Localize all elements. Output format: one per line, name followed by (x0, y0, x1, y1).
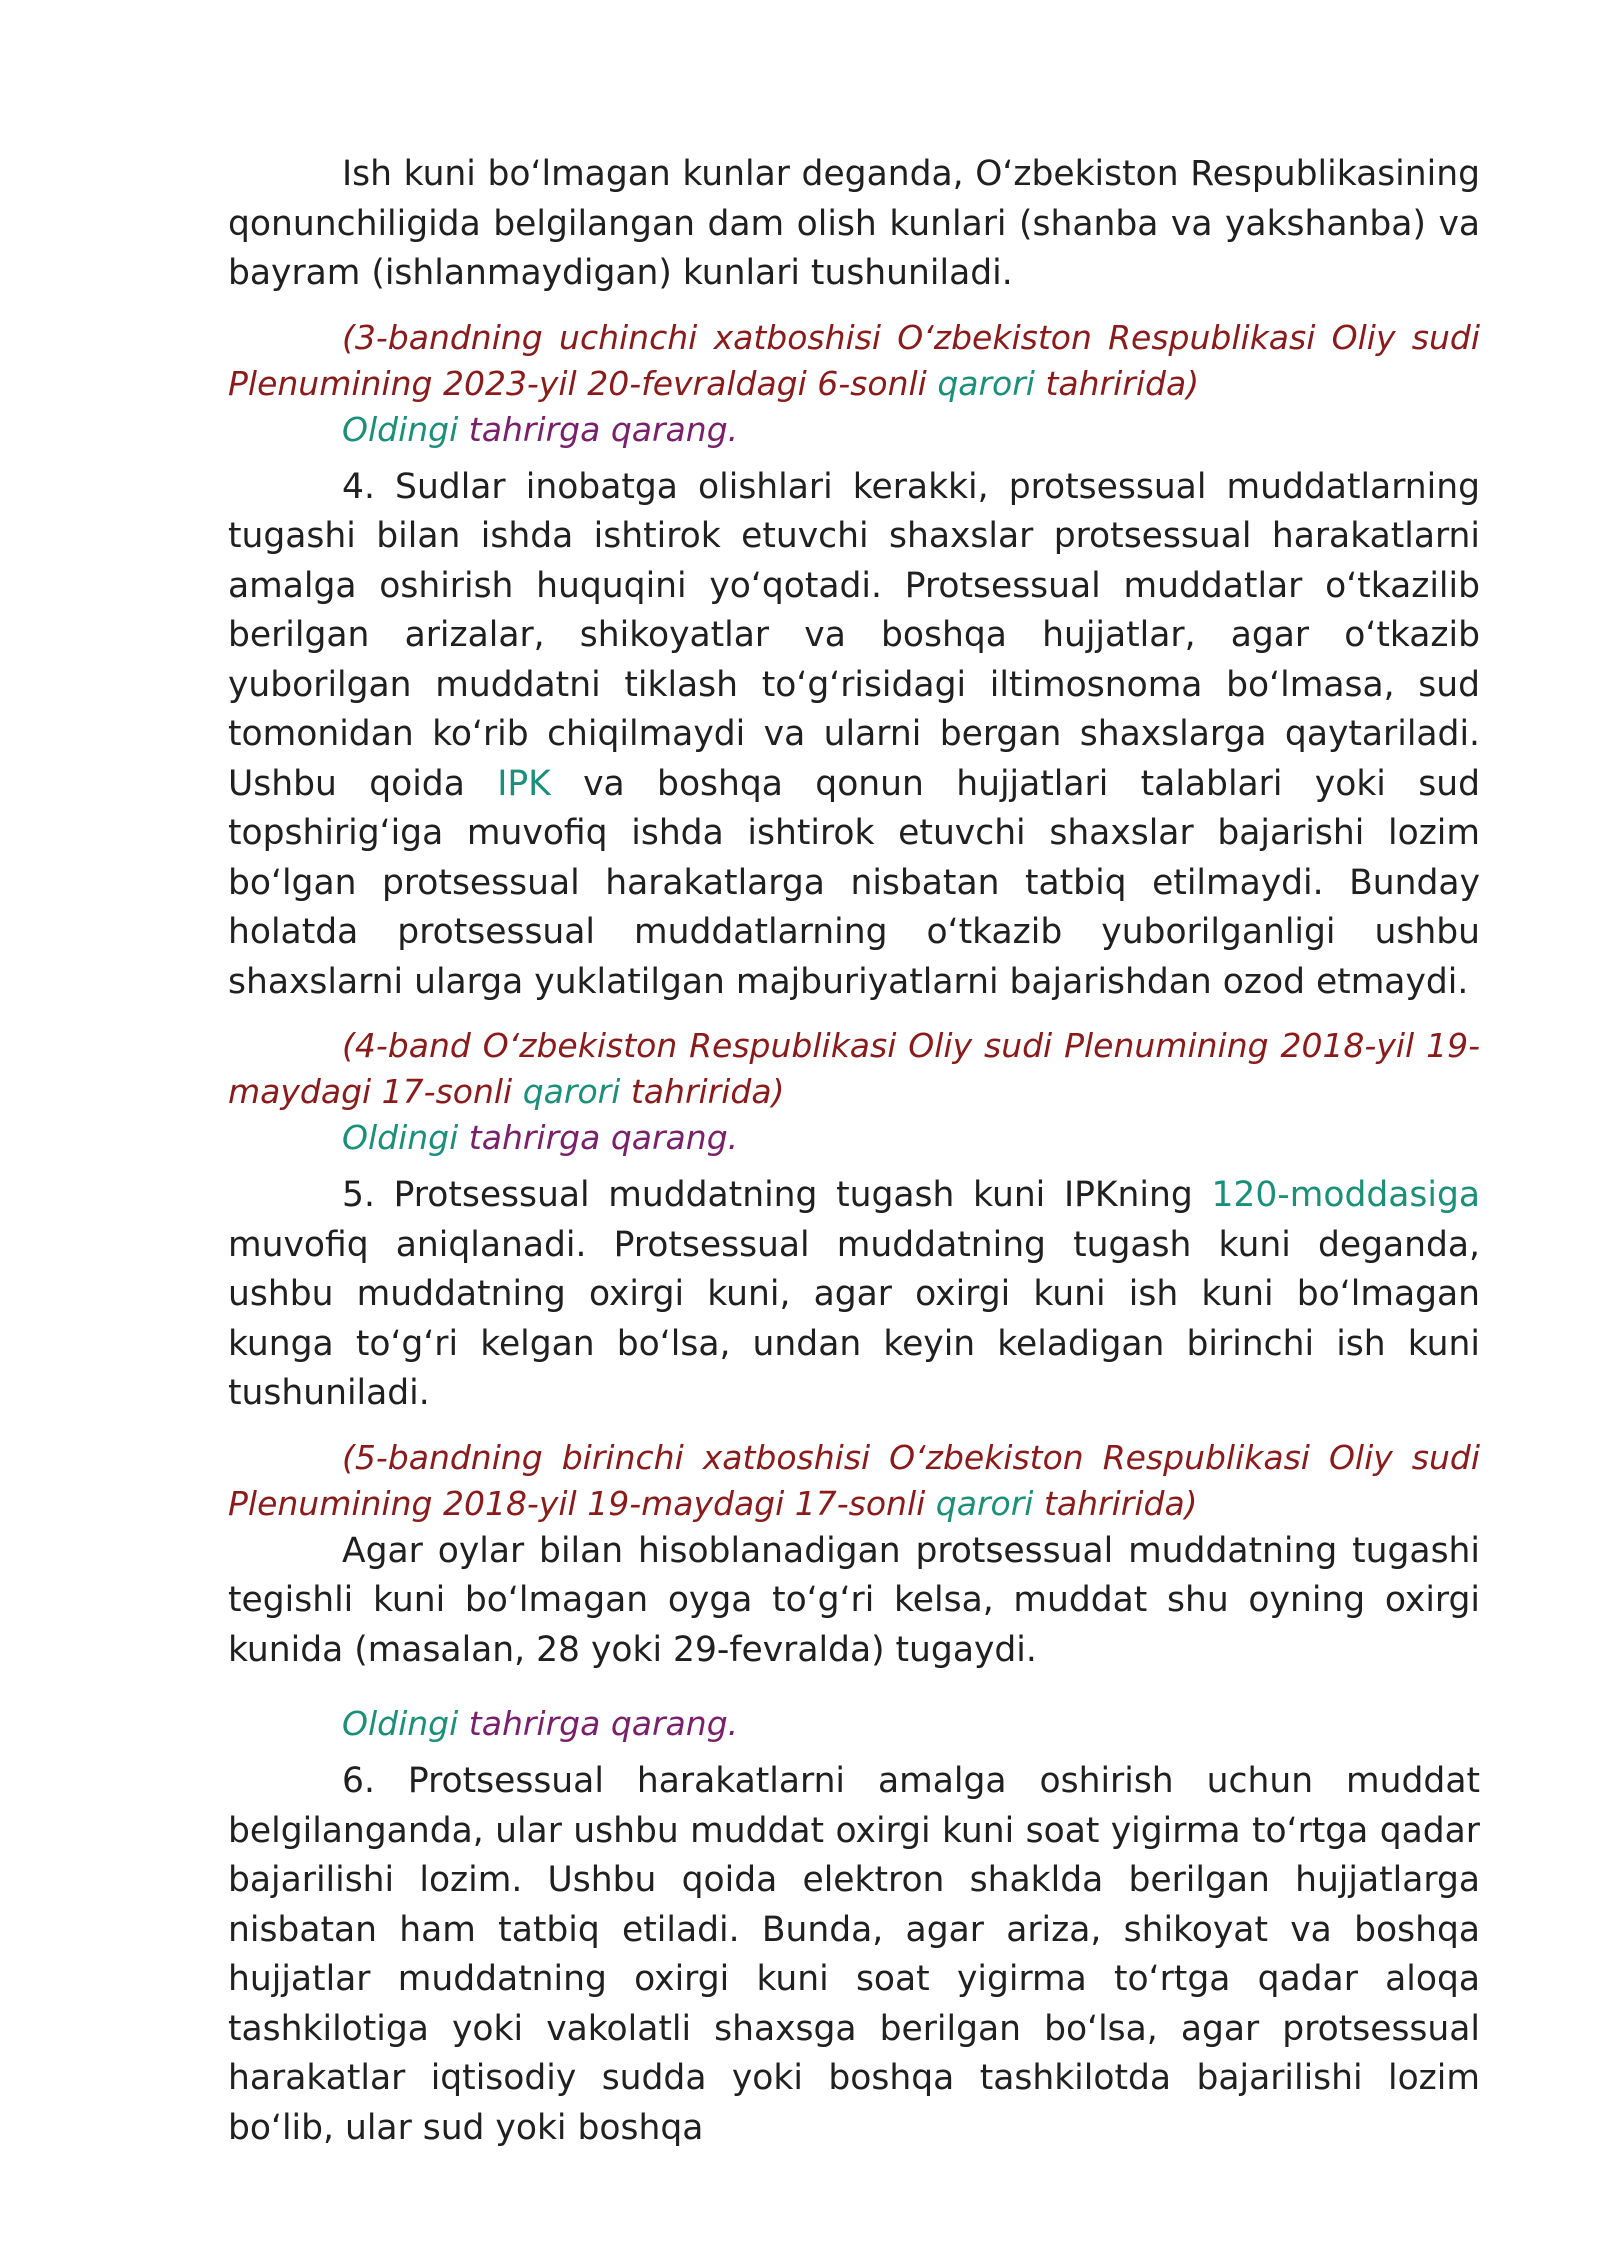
paragraph-4-text-end: va boshqa qonun hujjatlari talablari yoki sud topshirig‘iga muvofiq ishda ishtirok etuvchi shaxslar bajarishi lozim bo‘lgan protsessual harakatlarga nisbatan tatbiq etilmaydi. Bunday holatda protsessual muddatlarning o‘tkazib yuborilganligi ushbu shaxslarni ularga yuklatilgan majburiyatlarni bajarishdan ozod etmaydi. (228, 763, 1480, 1002)
paragraph-5-text: 5. Protsessual muddatning tugash kuni IPKning (342, 1175, 1212, 1215)
note-text: (5-bandning birinchi xatboshisi O‘zbekiston Respublikasi Oliy sudi Plenumining 2018-yil 19-maydagi 17-sonli (228, 1437, 1480, 1523)
previous-edition-link[interactable]: Oldingi (342, 1118, 459, 1157)
article-120-link[interactable]: 120-moddasiga (1211, 1175, 1480, 1215)
qaror-link[interactable]: qarori (937, 363, 1035, 403)
qaror-link[interactable]: qarori (935, 1483, 1034, 1523)
paragraph-5-second: Agar oylar bilan hisoblanadigan protsessual muddatning tugashi tegishli kuni bo‘lmagan oyga to‘g‘ri kelsa, muddat shu oyning oxirgi kunida (masalan, 28 yoki 29-fevralda) tugaydi. (228, 1530, 1480, 1670)
paragraph-6: 6. Protsessual harakatlarni amalga oshirish uchun muddat belgilanganda, ular ushbu muddat oxirgi kuni soat yigirma to‘rtga qadar bajarilishi lozim. Ushbu qoida elektron shaklda berilgan hujjatlarga nisbatan ham tatbiq etiladi. Bunda, agar ariza, shikoyat va boshqa hujjatlar muddatning oxirgi kuni soat yigirma to‘rtga qadar aloqa tashkilotiga yoki vakolatli shaxsga berilgan bo‘lsa, agar protsessual harakatlar iqtisodiy sudda yoki boshqa tashkilotda bajarilishi lozim bo‘lib, ular sud yoki boshqa (228, 1761, 1480, 2148)
note-text: (4-band O‘zbekiston Respublikasi Oliy sudi Plenumining 2018-yil 19-maydagi 17-sonli (228, 1026, 1480, 1111)
previous-edition-text: tahrirga qarang. (458, 409, 739, 449)
qaror-link[interactable]: qarori (522, 1072, 621, 1111)
previous-edition-link[interactable]: Oldingi (342, 409, 459, 449)
paragraph-4-text: 4. Sudlar inobatga olishlari kerakki, protsessual muddatlarning tugashi bilan ishda ishtirok etuvchi shaxslar protsessual harakatlarni amalga oshirish huquqini yo‘qotadi. Protsessual muddatlar o‘tkazilib berilgan arizalar, shikoyatlar va boshqa hujjatlar, agar o‘tkazib yuborilgan muddatni tiklash to‘g‘risidagi iltimosnoma bo‘lmasa, sud tomonidan ko‘rib chiqilmaydi va ularni bergan shaxslarga qaytariladi. Ushbu qoida (228, 466, 1480, 804)
previous-edition-line (228, 1115, 1480, 1161)
edit-note-4 (228, 1023, 1480, 1115)
edit-note-3 (228, 315, 1480, 407)
previous-edition-line (228, 407, 1480, 453)
note-text-end: tahririda) (1034, 363, 1200, 403)
paragraph-5 (228, 1171, 1480, 1419)
previous-edition-text: tahrirga qarang. (458, 1118, 739, 1157)
note-text: (3-bandning uchinchi xatboshisi O‘zbekiston Respublikasi Oliy sudi Plenumining 2023-yil 20-fevraldagi 6-sonli (228, 317, 1480, 403)
note-text-end: tahririda) (620, 1072, 785, 1111)
note-text-end: tahririda) (1033, 1483, 1198, 1523)
previous-edition-text: tahrirga qarang. (458, 1704, 739, 1743)
paragraph-5-text-end: muvofiq aniqlanadi. Protsessual muddatning tugash kuni deganda, ushbu muddatning oxirgi kuni, agar oxirgi kuni ish kuni bo‘lmagan kunga to‘g‘ri kelgan bo‘lsa, undan keyin keladigan birinchi ish kuni tushuniladi. (228, 1224, 1480, 1413)
previous-edition-line (228, 1701, 1480, 1747)
paragraph-3-third: Ish kuni bo‘lmagan kunlar deganda, O‘zbekiston Respublikasining qonunchiligida belgilangan dam olish kunlari (shanba va yakshanba) va bayram (ishlanmaydigan) kunlari tushuniladi. (228, 154, 1480, 293)
previous-edition-link[interactable]: Oldingi (342, 1704, 459, 1743)
edit-note-5 (228, 1435, 1480, 1527)
ipk-link[interactable]: IPK (497, 763, 551, 804)
paragraph-4 (228, 463, 1480, 1008)
document-page (228, 150, 1480, 2153)
